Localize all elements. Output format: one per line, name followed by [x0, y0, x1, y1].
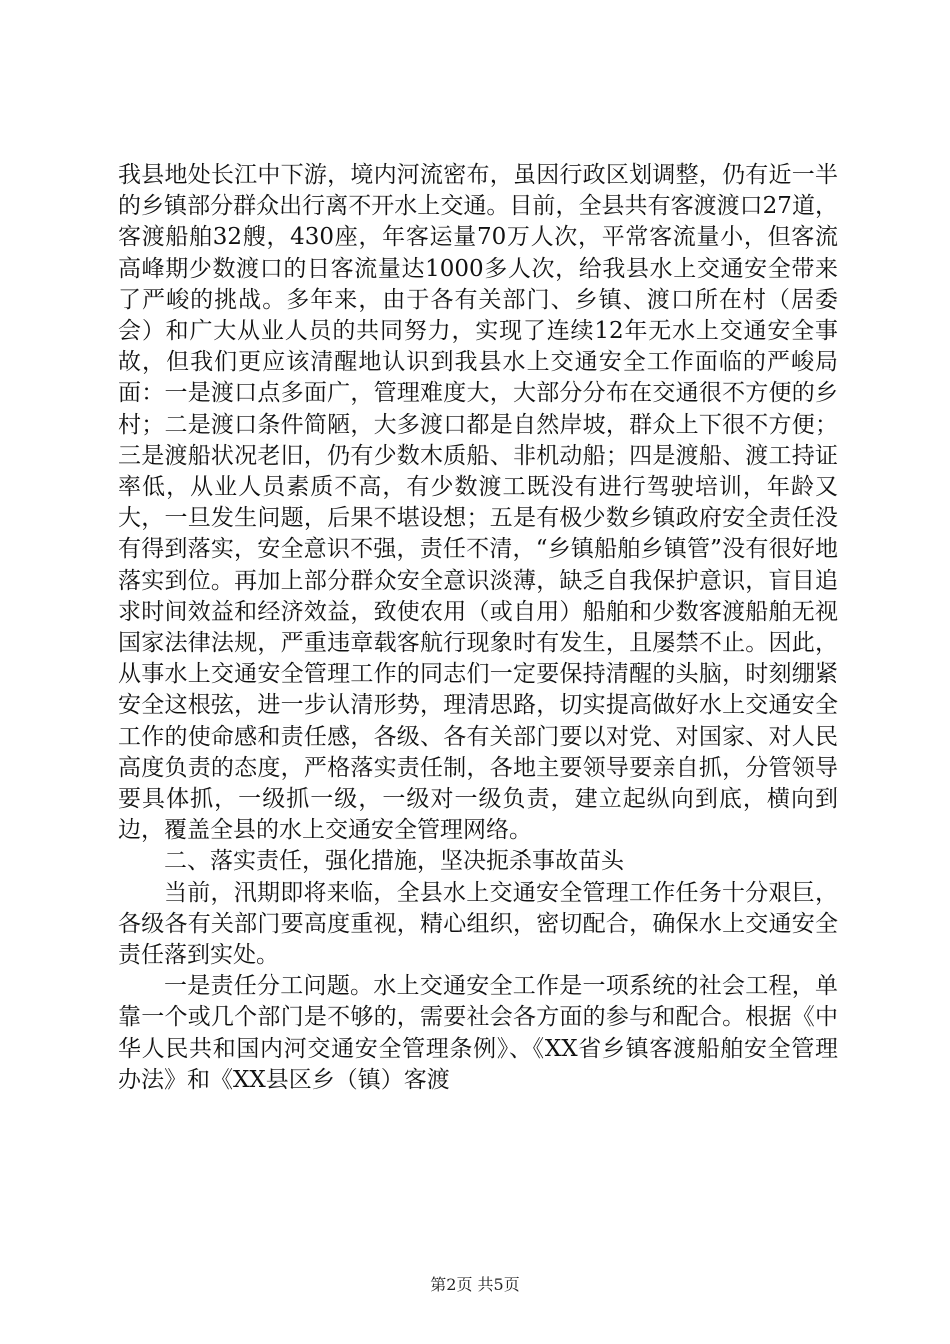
paragraph-flood-season: 当前，汛期即将来临，全县水上交通安全管理工作任务十分艰巨，各级各有关部门要高度重视，精心组织，密切配合，确保水上交通安全责任落到实处。: [118, 879, 838, 969]
paragraph-responsibility: 一是责任分工问题。水上交通安全工作是一项系统的社会工程，单靠一个或几个部门是不够的，需要社会各方面的参与和配合。根据《中华人民共和国内河交通安全管理条例》、《XX省乡镇客渡船舶安全管理办法》和《XX县区乡（镇）客渡: [118, 973, 838, 1093]
document-body: [118, 160, 838, 1096]
section-heading: 二、落实责任，强化措施，坚决扼杀事故苗头: [164, 848, 624, 875]
page-number: 第2页 共5页: [430, 1275, 520, 1294]
paragraph-situation: 我县地处长江中下游，境内河流密布，虽因行政区划调整，仍有近一半的乡镇部分群众出行离不开水上交通。目前，全县共有客渡渡口27道，客渡船舶32艘，430座，年客运量70万人次，平常客流量小，但客流高峰期少数渡口的日客流量达1000多人次，给我县水上交通安全带来了严峻的挑战。多年来，由于各有关部门、乡镇、渡口所在村（居委会）和广大从业人员的共同努力，实现了连续12年无水上交通安全事故，但我们更应该清醒地认识到我县水上交通安全工作面临的严峻局面：一是渡口点多面广，管理难度大，大部分分布在交通很不方便的乡村；二是渡口条件简陋，大多渡口都是自然岸坡，群众上下很不方便；三是渡船状况老旧，仍有少数木质船、非机动船；四是渡船、渡工持证率低，从业人员素质不高，有少数渡工既没有进行驾驶培训，年龄又大，一旦发生问题，后果不堪设想；五是有极少数乡镇政府安全责任没有得到落实，安全意识不强，责任不清，“乡镇船舶乡镇管”没有很好地落实到位。再加上部分群众安全意识淡薄，缺乏自我保护意识，盲目追求时间效益和经济效益，致使农用（或自用）船舶和少数客渡船舶无视国家法律法规，严重违章载客航行现象时有发生，且屡禁不止。因此，从事水上交通安全管理工作的同志们一定要保持清醒的头脑，时刻绷紧安全这根弦，进一步认清形势，理清思路，切实提高做好水上交通安全工作的使命感和责任感，各级、各有关部门要以对党、对国家、对人民高度负责的态度，严格落实责任制，各地主要领导要亲自抓，分管领导要具体抓，一级抓一级，一级对一级负责，建立起纵向到底，横向到边，覆盖全县的水上交通安全管理网络。: [118, 162, 838, 844]
